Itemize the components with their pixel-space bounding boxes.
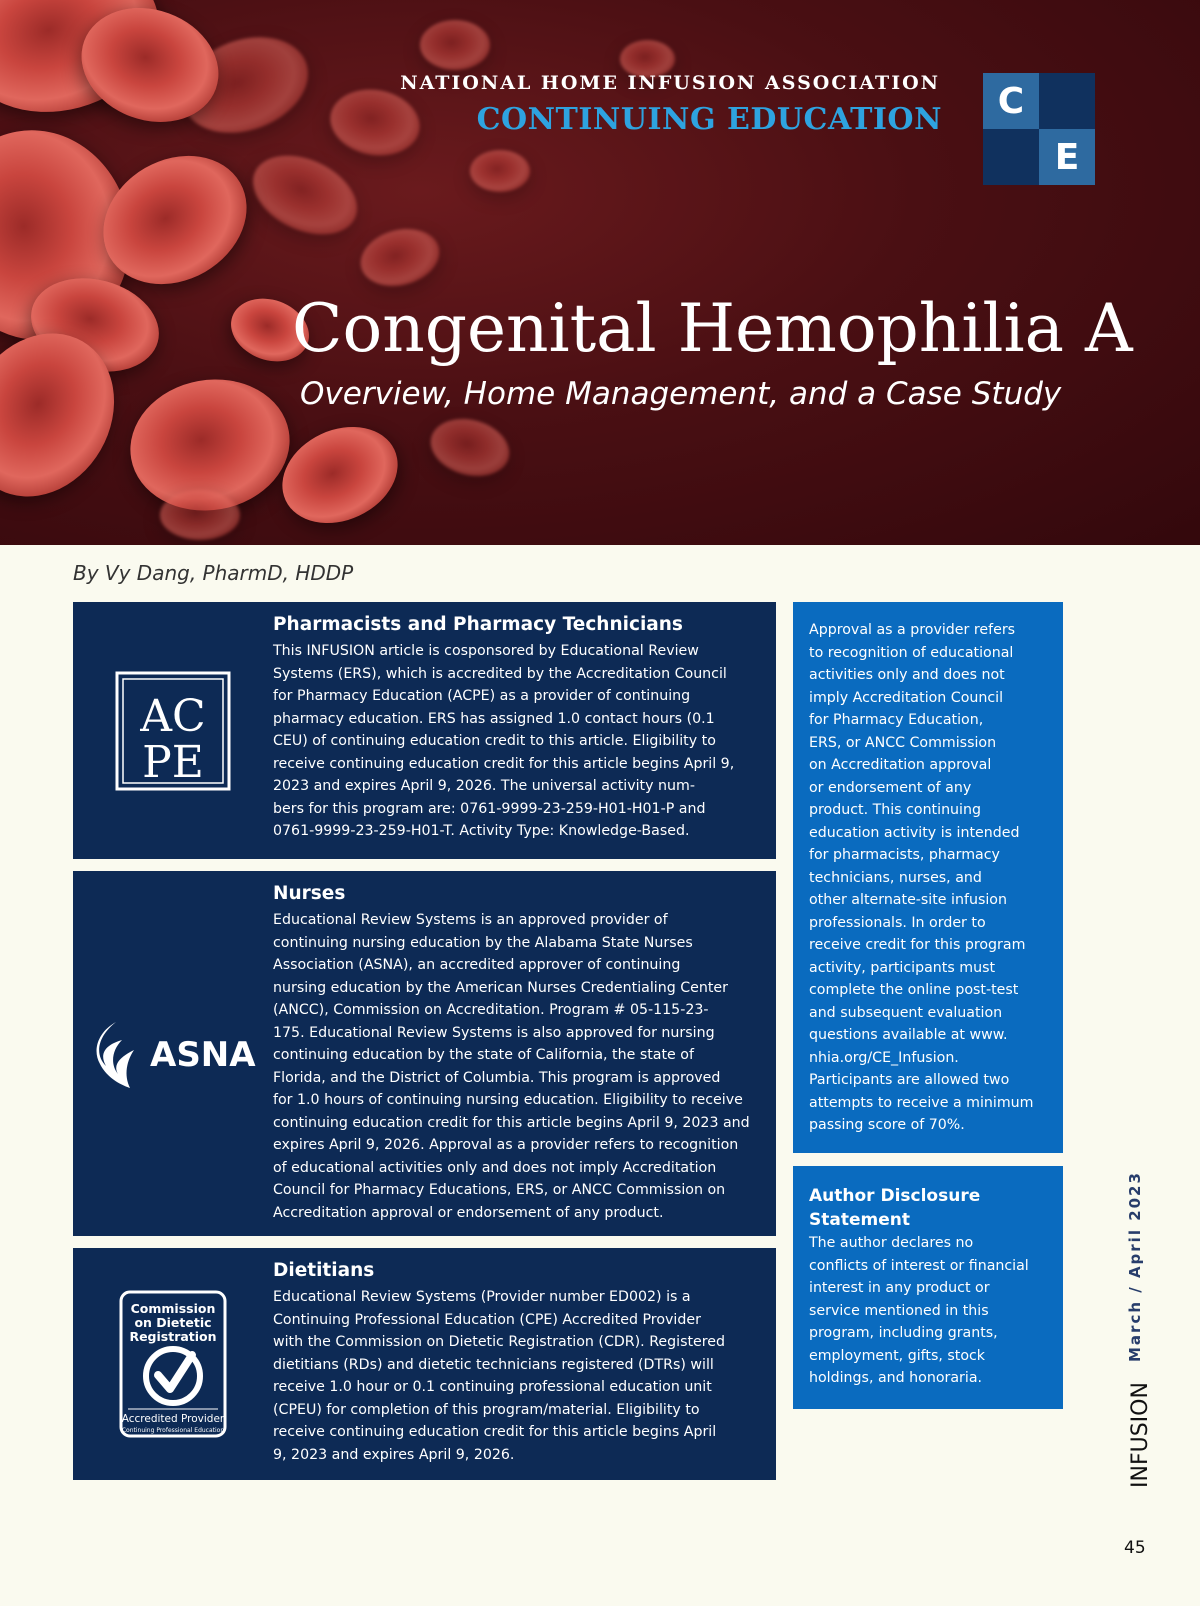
pharmacists-card [73, 602, 776, 859]
disclosure-text: The author declares no conflicts of interest or financial interest in any product or service mentioned in this program, including grants, employment, gifts, stock holdings, and honoraria. [809, 1235, 1029, 1386]
asna-logo-text: ASNA [150, 1034, 256, 1075]
card-heading: Pharmacists and Pharmacy Technicians [273, 614, 683, 635]
cdr-logo [73, 1248, 273, 1480]
cdr-logo-line-2: on Dietetic [134, 1315, 212, 1330]
checkmark-icon [158, 1355, 192, 1389]
author-byline: By Vy Dang, PharmD, HDDP [73, 561, 354, 585]
cdr-logo-footer-small: Continuing Professional Education [121, 1427, 225, 1434]
card-body: Educational Review Systems is an approved provider of continuing nursing education by the Alabama State Nurses Association (ASNA), an accredited approver of continuing nursing education by the American Nurses Credentialing Center (ANCC), Commission on Accreditation. Program # 05-115-23- 175. Educational Review Systems is also approved for nursing continuing education by the state of California, the state of Florida, and the District of Columbia. This program is approved for 1.0 hours of continuing nursing education. Eligibility to receive continuing education credit for this article begins April 9, 2023 and expires April 9, 2026. Approval as a provider refers to recognition of educational activities only and does not imply Accreditation Council for Pharmacy Educations, ERS, or ANCC Commission on Accreditation approval or endorsement of any product. [273, 912, 750, 1221]
page-subtitle: Overview, Home Management, and a Case Study [300, 376, 1062, 412]
cdr-logo-footer: Accredited Provider [121, 1413, 225, 1425]
dietitians-card [73, 1248, 776, 1480]
approval-box [793, 602, 1063, 1153]
approval-text: Approval as a provider refers to recognition of educational activities only and does not imply Accreditation Council for Pharmacy Education, ERS, or ANCC Commission on Accreditation approval or endorsement of any product. This continuing education activity is intended for pharmacists, pharmacy technicians, nurses, and other alternate-site infusion professionals. In order to receive credit for this program activity, participants must complete the online post-test and subsequent evaluation questions available at www. nhia.org/CE_Infusion. Participants are allowed two attempts to receive a minimum passing score of 70%. [809, 622, 1034, 1133]
card-heading: Nurses [273, 883, 346, 904]
ce-logo [983, 73, 1095, 185]
ce-logo-letter-c: C [983, 73, 1039, 129]
disclosure-heading: Author Disclosure Statement [809, 1186, 981, 1230]
hero-banner [0, 0, 1200, 545]
card-heading: Dietitians [273, 1260, 375, 1281]
nurses-card [73, 871, 776, 1236]
cdr-logo-line-1: Commission [130, 1301, 216, 1316]
flame-icon [97, 1022, 134, 1088]
magazine-brand: INFUSION [1128, 1382, 1153, 1488]
cdr-logo-line-3: Registration [129, 1329, 217, 1344]
acpe-logo-top-text: AC [140, 690, 206, 742]
card-body: This INFUSION article is cosponsored by Educational Review Systems (ERS), which is accredited by the Accreditation Council for Pharmacy Education (ACPE) as a provider of continuing pharmacy education. ERS has assigned 1.0 contact hours (0.1 CEU) of continuing education credit to this article. Eligibility to receive continuing education credit for this article begins April 9, 2023 and expires April 9, 2026. The universal activity num- bers for this program are: 0761-9999-23-259-H01-H01-P and 0761-9999-23-259-H01-T. Activity Type: Knowledge-Based. [273, 643, 735, 839]
issue-date: March / April 2023 [1126, 1171, 1144, 1362]
acpe-logo-bottom-text: PE [142, 736, 204, 788]
page-number: 45 [1124, 1538, 1146, 1558]
acpe-logo [73, 602, 273, 859]
organization-name: NATIONAL HOME INFUSION ASSOCIATION [400, 72, 940, 94]
ce-logo-letter-e: E [1039, 129, 1095, 185]
asna-logo [73, 871, 273, 1236]
disclosure-box [793, 1166, 1063, 1409]
page-title: Congenital Hemophilia A [292, 290, 1133, 367]
card-body: Educational Review Systems (Provider number ED002) is a Continuing Professional Education (CPE) Accredited Provider with the Commission on Dietetic Registration (CDR). Registered dietitians (RDs) and dietetic technicians registered (DTRs) will receive 1.0 hour or 0.1 continuing professional education unit (CPEU) for completion of this program/material. Eligibility to receive continuing education credit for this article begins April 9, 2023 and expires April 9, 2026. [273, 1289, 726, 1463]
program-label: CONTINUING EDUCATION [476, 102, 942, 137]
